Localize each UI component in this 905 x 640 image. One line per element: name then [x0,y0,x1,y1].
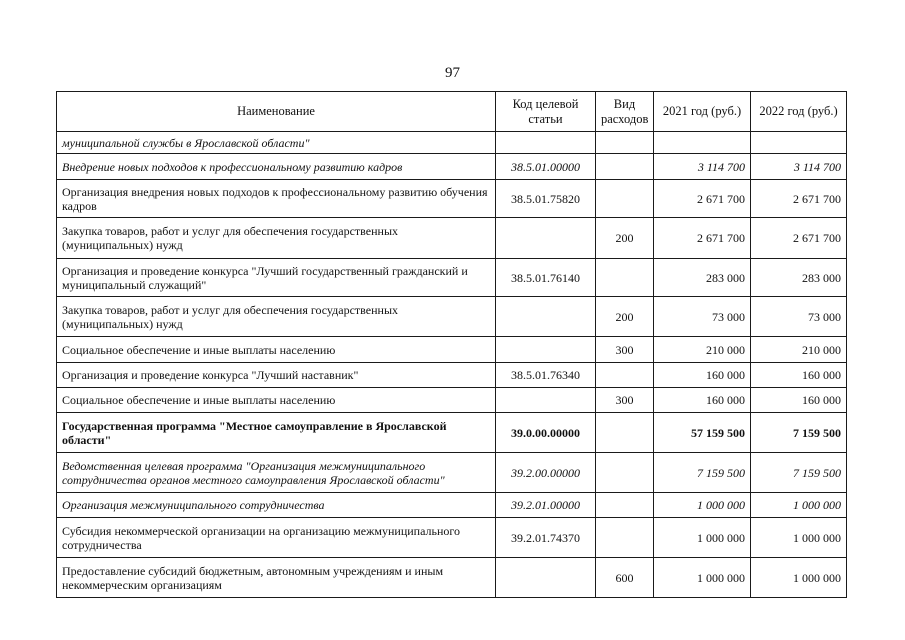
cell-name: Социальное обеспечение и иные выплаты населению [57,388,496,413]
cell-type [596,180,654,218]
cell-name: Субсидия некоммерческой организации на организацию межмуниципального сотрудничества [57,518,496,558]
cell-type [596,413,654,453]
cell-2022: 7 159 500 [751,453,847,493]
budget-table [56,91,847,598]
header-row [57,92,847,132]
cell-2021: 1 000 000 [654,558,751,598]
cell-name: Внедрение новых подходов к профессиональному развитию кадров [57,154,496,180]
cell-2021: 7 159 500 [654,453,751,493]
cell-2022: 160 000 [751,388,847,413]
cell-type: 300 [596,388,654,413]
cell-2022: 210 000 [751,337,847,363]
cell-name: Организация и проведение конкурса "Лучший государственный гражданский и муниципальный служащий" [57,259,496,297]
table-row [57,363,847,388]
cell-name: Организация внедрения новых подходов к профессиональному развитию обучения кадров [57,180,496,218]
cell-code: 39.0.00.00000 [496,413,596,453]
table-row [57,337,847,363]
cell-type [596,132,654,154]
cell-2021: 57 159 500 [654,413,751,453]
cell-type [596,493,654,518]
cell-2022: 73 000 [751,297,847,337]
page-number: 97 [445,65,460,81]
table-row [57,493,847,518]
cell-type: 300 [596,337,654,363]
cell-code: 39.2.01.00000 [496,493,596,518]
cell-2021: 2 671 700 [654,180,751,218]
header-2022: 2022 год (руб.) [751,92,847,132]
table-row [57,132,847,154]
cell-2022: 1 000 000 [751,518,847,558]
cell-2021 [654,132,751,154]
table-body [57,132,847,598]
cell-type [596,259,654,297]
header-code: Код целевой статьи [496,92,596,132]
cell-name: Организация и проведение конкурса "Лучший наставник" [57,363,496,388]
cell-2021: 73 000 [654,297,751,337]
cell-2021: 1 000 000 [654,518,751,558]
cell-2022: 1 000 000 [751,493,847,518]
cell-name: Закупка товаров, работ и услуг для обеспечения государственных (муниципальных) нужд [57,218,496,259]
cell-2021: 160 000 [654,388,751,413]
cell-2022: 2 671 700 [751,218,847,259]
cell-code: 38.5.01.76140 [496,259,596,297]
table-row [57,453,847,493]
cell-code [496,297,596,337]
cell-2022: 283 000 [751,259,847,297]
table-header [57,92,847,132]
cell-type [596,453,654,493]
cell-code [496,558,596,598]
header-type: Вид расходов [596,92,654,132]
cell-code: 39.2.01.74370 [496,518,596,558]
cell-2022: 3 114 700 [751,154,847,180]
cell-2022: 2 671 700 [751,180,847,218]
cell-code [496,218,596,259]
cell-code: 38.5.01.76340 [496,363,596,388]
table-row [57,518,847,558]
cell-2022 [751,132,847,154]
table-row [57,218,847,259]
cell-name: Закупка товаров, работ и услуг для обеспечения государственных (муниципальных) нужд [57,297,496,337]
cell-code [496,132,596,154]
cell-2021: 210 000 [654,337,751,363]
cell-name: Предоставление субсидий бюджетным, автономным учреждениям и иным некоммерческим организациям [57,558,496,598]
cell-type [596,154,654,180]
header-2021: 2021 год (руб.) [654,92,751,132]
table-row [57,413,847,453]
table-row [57,259,847,297]
cell-2021: 160 000 [654,363,751,388]
cell-2022: 160 000 [751,363,847,388]
cell-2021: 3 114 700 [654,154,751,180]
table-row [57,297,847,337]
cell-type: 600 [596,558,654,598]
cell-code: 39.2.00.00000 [496,453,596,493]
cell-name: Ведомственная целевая программа "Организация межмуниципального сотрудничества органов местного самоуправления Ярославской области" [57,453,496,493]
cell-code: 38.5.01.00000 [496,154,596,180]
cell-2021: 1 000 000 [654,493,751,518]
table-row [57,154,847,180]
cell-type: 200 [596,297,654,337]
cell-type: 200 [596,218,654,259]
header-name: Наименование [57,92,496,132]
cell-2021: 2 671 700 [654,218,751,259]
cell-2022: 7 159 500 [751,413,847,453]
table-row [57,388,847,413]
cell-code: 38.5.01.75820 [496,180,596,218]
table-row [57,558,847,598]
cell-code [496,388,596,413]
cell-name: Организация межмуниципального сотрудничества [57,493,496,518]
cell-type [596,518,654,558]
cell-name: муниципальной службы в Ярославской области" [57,132,496,154]
cell-type [596,363,654,388]
cell-2021: 283 000 [654,259,751,297]
cell-2022: 1 000 000 [751,558,847,598]
cell-code [496,337,596,363]
table-row [57,180,847,218]
cell-name: Государственная программа "Местное самоуправление в Ярославской области" [57,413,496,453]
cell-name: Социальное обеспечение и иные выплаты населению [57,337,496,363]
